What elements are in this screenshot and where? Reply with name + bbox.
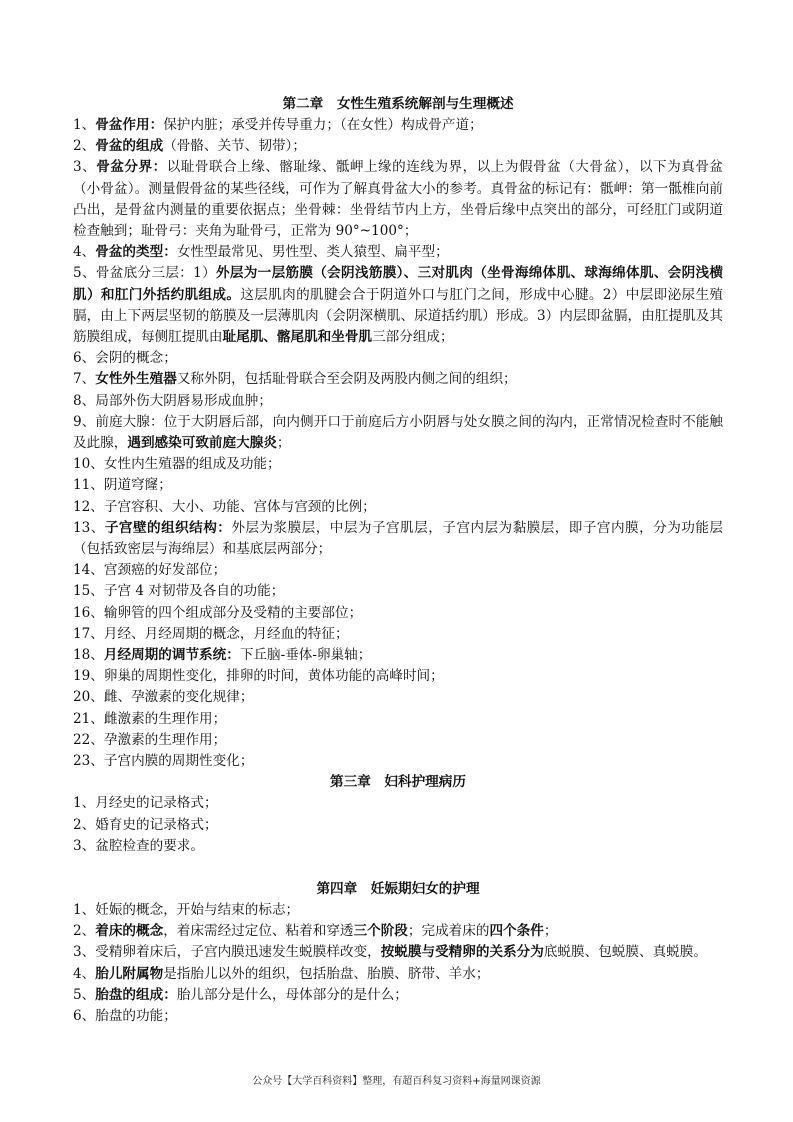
chapter-4-title: 第四章 妊娠期妇女的护理 (316, 880, 480, 897)
list-item (73, 157, 723, 242)
item-text: 胎盘的功能； (95, 1007, 177, 1024)
item-text: 妊娠的概念，开始与结束的标志； (95, 901, 300, 918)
item-number: 21、 (73, 710, 104, 727)
item-number: 6、 (73, 350, 96, 367)
bold-term: 遇到感染可致前庭大腺炎 (127, 435, 277, 452)
list-item (73, 242, 723, 263)
list-item (73, 815, 723, 836)
item-text: 是指胎儿以外的组织，包括胎盘、胎膜、脐带、羊水； (163, 965, 490, 982)
page-footer: 公众号【大学百科资料】整理，有超百科复习资料+海量网课资源 (252, 1076, 541, 1087)
item-text: 阴道穹窿； (103, 477, 172, 494)
list-item (73, 985, 723, 1006)
item-text: 外层为浆膜层，中层为子宫肌层，子宫内层为黏膜层，即子宫内膜，分为功能层（包括致密层与海绵层）和基底层两部分； (73, 519, 723, 558)
item-text: 子宫 4 对韧带及各自的功能； (103, 583, 285, 600)
item-text: 卵巢的周期性变化，排卵的时间，黄体功能的高峰时间； (103, 668, 444, 685)
item-text: 下丘脑-垂体-卵巢轴； (239, 647, 372, 664)
item-number: 12、 (73, 498, 104, 515)
item-number: 8、 (73, 392, 96, 409)
item-text: 子宫内膜的周期性变化； (103, 753, 254, 770)
item-text: 输卵管的四个组成部分及受精的主要部位； (103, 604, 363, 621)
bold-term: 女性外生殖器 (95, 371, 177, 388)
item-number: 3、 (73, 837, 96, 854)
item-number: 2、 (73, 816, 96, 833)
bold-term: 外层为一层筋膜（会阴浅筋膜）、三对肌肉（坐骨海绵体肌、球海绵体肌、会阴浅横肌）和肛门外括约肌组成。 (73, 265, 724, 303)
list-item (73, 412, 723, 454)
document-page (73, 94, 723, 1027)
list-item (73, 581, 723, 602)
list-item (73, 454, 723, 475)
list-item (73, 391, 723, 412)
list-item (73, 475, 723, 496)
bold-term: 胎儿附属物 (95, 965, 164, 982)
item-text: ； (543, 923, 558, 940)
item-text: 三部分组成； (372, 329, 454, 346)
list-item (73, 964, 723, 985)
bold-term: 骨盆的组成 (95, 138, 164, 155)
item-text: 局部外伤大阴唇易形成血肿； (95, 392, 272, 409)
item-text: ，着床需经过定位、粘着和穿透 (163, 923, 354, 940)
bold-term: 四个条件 (489, 923, 544, 940)
bold-term: 骨盆作用： (95, 117, 164, 133)
item-number: 22、 (73, 731, 104, 748)
item-number: 4、 (73, 965, 96, 982)
item-text: 女性内生殖器的组成及功能； (103, 456, 281, 473)
bold-term: 子宫壁的组织结构： (104, 519, 232, 536)
item-text: （骨骼、关节、韧带）； (163, 138, 306, 155)
item-number: 3、 (73, 944, 96, 961)
item-number: 18、 (73, 647, 104, 664)
chapter-3-list (73, 793, 723, 857)
list-item (73, 921, 723, 942)
item-number: 9、 (73, 413, 96, 430)
item-number: 16、 (73, 604, 104, 621)
item-number: 2、 (73, 923, 96, 940)
item-number: 17、 (73, 625, 104, 642)
list-item (73, 603, 723, 624)
item-number: 4、 (73, 244, 96, 261)
list-item (73, 497, 723, 518)
item-text: 保护内脏；承受并传导重力；（在女性）构成骨产道； (163, 117, 483, 133)
list-item (73, 369, 723, 390)
item-text: 月经史的记录格式； (95, 795, 218, 812)
list-item (73, 709, 723, 730)
item-number: 20、 (73, 689, 104, 706)
list-item (73, 666, 723, 687)
list-item (73, 836, 723, 857)
item-text: 子宫容积、大小、功能、宫体与宫颈的比例； (103, 498, 376, 515)
item-text: 月经、月经周期的概念，月经血的特征； (103, 625, 349, 642)
list-item (73, 751, 723, 772)
item-number: 7、 (73, 371, 96, 388)
list-item (73, 687, 723, 708)
chapter-3-title: 第三章 妇科护理病历 (330, 774, 466, 791)
list-item (73, 645, 723, 666)
list-item (73, 624, 723, 645)
bold-term: 耻尾肌、髂尾肌和坐骨肌 (222, 329, 373, 346)
bold-term: 月经周期的调节系统： (103, 647, 240, 664)
list-item (73, 136, 723, 157)
item-number: 1、 (73, 901, 96, 918)
item-text: 又称外阴，包括耻骨联合至会阴及两股内侧之间的组织； (176, 371, 517, 388)
item-number: 3、 (73, 159, 97, 176)
chapter-4-list (73, 900, 723, 1027)
item-number: 6、 (73, 1007, 96, 1024)
list-item (73, 263, 723, 348)
item-text: 宫颈癌的好发部位； (103, 562, 227, 579)
list-item (73, 942, 723, 963)
list-item (73, 1006, 723, 1027)
item-text: 受精卵着床后，子宫内膜迅速发生蜕膜样改变， (95, 944, 381, 961)
item-number: 5、 (73, 986, 96, 1003)
list-item (73, 793, 723, 814)
bold-term: 按蜕膜与受精卵的关系分为 (380, 944, 544, 961)
item-text: 雌、孕激素的变化规律； (103, 689, 254, 706)
item-text: 孕激素的生理作用； (103, 731, 227, 748)
item-text: 女性型最常见、男性型、类人猿型、扁平型； (176, 244, 449, 261)
item-text: 底蜕膜、包蜕膜、真蜕膜。 (543, 944, 707, 961)
bold-term: 胎盘的组成： (95, 986, 177, 1003)
item-number: 11、 (73, 477, 104, 494)
item-number: 2、 (73, 138, 96, 155)
bold-term: 骨盆分界： (96, 159, 167, 176)
chapter-2-list (73, 115, 723, 772)
item-text: 会阴的概念； (95, 350, 177, 367)
item-number: 10、 (73, 456, 104, 473)
item-number: 1、 (73, 795, 96, 812)
item-number: 19、 (73, 668, 104, 685)
list-item (73, 730, 723, 751)
item-text: 以耻骨联合上缘、髂耻缘、骶岬上缘的连线为界，以上为假骨盆（大骨盆），以下为真骨盆（小骨盆）。测量假骨盆的某些径线，可作为了解真骨盆大小的参考。真骨盆的标记有：骶岬：第一骶椎向前凸出，是骨盆内测量的重要依据点；坐骨棘：坐骨结节内上方，坐骨后缘中点突出的部分，可经肛门或阴道检查触到；耻骨弓：夹角为耻骨弓，正常为 90°~100°； (73, 159, 724, 240)
item-text: ；完成着床的 (407, 923, 490, 940)
list-item (73, 115, 723, 136)
item-text: 骨盆底分三层：1） (95, 265, 216, 282)
item-number: 5、 (73, 265, 96, 282)
item-text: ； (276, 435, 291, 452)
item-text: 婚育史的记录格式； (95, 816, 218, 833)
list-item (73, 518, 723, 560)
chapter-2-title: 第二章 女性生殖系统解剖与生理概述 (282, 96, 514, 112)
bold-term: 着床的概念 (95, 923, 164, 940)
item-text: 前庭大腺：位于大阴唇后部，向内侧开口于前庭后方小阴唇与处女膜之间的沟内，正常情况检查时不能触及此腺， (73, 413, 724, 452)
item-text: 盆腔检查的要求。 (95, 837, 204, 854)
item-number: 1、 (73, 117, 96, 133)
item-number: 14、 (73, 562, 104, 579)
list-item (73, 560, 723, 581)
item-number: 23、 (73, 753, 104, 770)
bold-term: 骨盆的类型： (95, 244, 177, 261)
section-spacer (73, 857, 723, 879)
item-number: 13、 (73, 519, 105, 536)
list-item (73, 348, 723, 369)
item-text: 胎儿部分是什么，母体部分的是什么； (176, 986, 408, 1003)
item-number: 15、 (73, 583, 104, 600)
item-text: 雌激素的生理作用； (103, 710, 227, 727)
item-text: 这层肌肉的肌腱会合于阴道外口与肛门之间，形成中心腱。2）中层即泌尿生殖膈，由上下两层坚韧的筋膜及一层薄肌肉（会阴深横肌、尿道括约肌）形成。3）内层即盆膈，由肛提肌及其筋膜组成，每侧肛提肌由 (73, 286, 723, 346)
bold-term: 三个阶段 (353, 923, 408, 940)
list-item (73, 900, 723, 921)
